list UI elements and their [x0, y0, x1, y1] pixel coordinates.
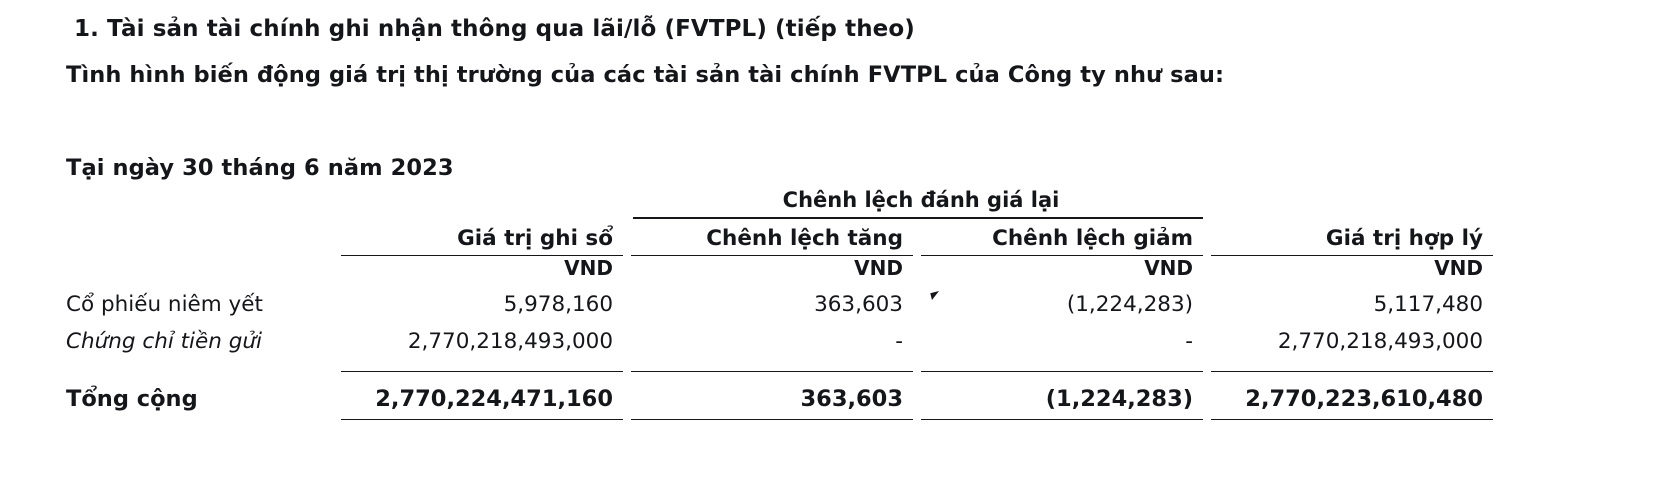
total-bottom-rule-fair-value	[1211, 418, 1501, 420]
fvtpl-table	[66, 188, 1501, 420]
colhead-blank	[66, 219, 341, 254]
cell-listed-shares-book-value: 5,978,160	[503, 292, 613, 317]
row-label-listed-shares: Cổ phiếu niêm yết	[66, 292, 263, 317]
table-row	[66, 323, 1501, 360]
row-label-certificates-of-deposit: Chứng chỉ tiền gửi	[66, 329, 262, 354]
total-revaluation-decrease: (1,224,283)	[1045, 386, 1194, 412]
total-bottom-rule-revaluation-decrease	[921, 418, 1211, 420]
unit-revaluation-decrease: VND	[1144, 256, 1194, 280]
cell-listed-shares-revaluation-increase: 363,603	[814, 292, 903, 317]
unit-book-value: VND	[564, 256, 613, 280]
unit-revaluation-increase: VND	[854, 256, 903, 280]
note-heading: 1. Tài sản tài chính ghi nhận thông qua lãi/lỗ (FVTPL) (tiếp theo)	[74, 16, 915, 42]
as-of-date: Tại ngày 30 tháng 6 năm 2023	[66, 155, 454, 181]
cell-listed-shares-revaluation-decrease: (1,224,283)	[1066, 292, 1194, 317]
cell-cod-revaluation-increase: -	[895, 329, 903, 354]
total-revaluation-increase: 363,603	[800, 386, 903, 412]
intro-paragraph: Tình hình biến động giá trị thị trường của các tài sản tài chính FVTPL của Công ty như sau:	[66, 62, 1225, 88]
group-header-revaluation: Chênh lệch đánh giá lại	[782, 188, 1060, 212]
colhead-revaluation-decrease: Chênh lệch giảm	[992, 226, 1194, 251]
cell-cod-book-value: 2,770,218,493,000	[407, 329, 613, 354]
colhead-fair-value: Giá trị hợp lý	[1325, 226, 1484, 251]
total-label: Tổng cộng	[66, 386, 198, 412]
financial-table-wrapper	[66, 188, 1626, 420]
table-group-header-row	[66, 188, 1501, 216]
spacer-row	[66, 360, 1501, 370]
cell-cod-fair-value: 2,770,218,493,000	[1277, 329, 1484, 354]
total-bottom-rule-book-value	[341, 418, 631, 420]
cell-listed-shares-fair-value: 5,117,480	[1373, 292, 1484, 317]
table-total-row	[66, 372, 1501, 418]
unit-fair-value: VND	[1434, 256, 1484, 280]
total-fair-value: 2,770,223,610,480	[1245, 386, 1484, 412]
colhead-revaluation-increase: Chênh lệch tăng	[706, 226, 903, 251]
cell-cod-revaluation-decrease: -	[1185, 329, 1194, 354]
table-column-header-row	[66, 219, 1501, 254]
total-bottom-rule-revaluation-increase	[631, 418, 921, 420]
total-book-value: 2,770,224,471,160	[375, 386, 613, 412]
colhead-book-value: Giá trị ghi sổ	[457, 226, 613, 251]
unit-blank	[66, 256, 341, 286]
total-bottom-rule-row	[66, 418, 1501, 420]
table-row	[66, 286, 1501, 323]
table-unit-row	[66, 256, 1501, 286]
